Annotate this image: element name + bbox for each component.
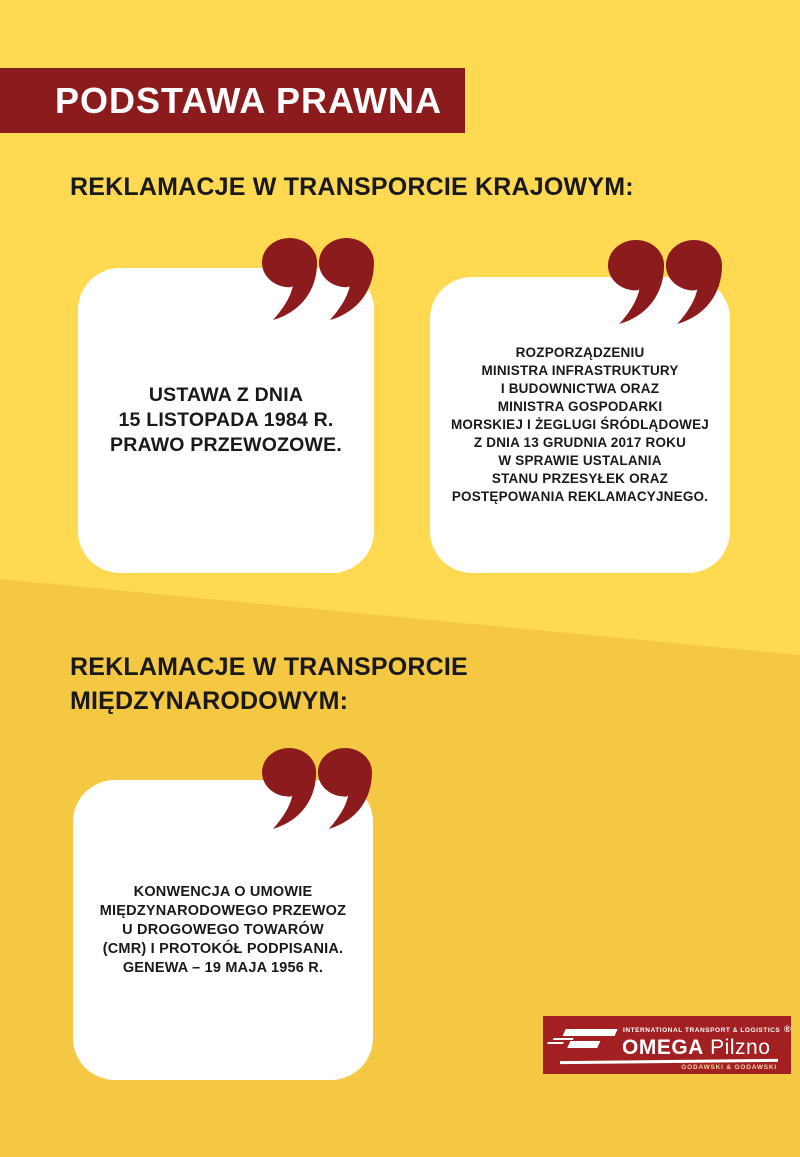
logo-brand-primary: OMEGA [622,1036,704,1059]
logo-tagline-top: INTERNATIONAL TRANSPORT & LOGISTICS [623,1027,781,1034]
logo-brand-secondary: Pilzno [703,1036,771,1059]
title-banner [0,68,465,133]
logo-stripe [563,1029,618,1036]
card-text-international-convention: KONWENCJA O UMOWIE MIĘDZYNARODOWEGO PRZEWOZ U DROGOWEGO TOWARÓW (CMR) I PROTOKÓŁ PODPISANIA. GENEWA – 19 MAJA 1956 R. [99,883,347,976]
logo-stripe [547,1042,564,1044]
logo-brand [622,1036,787,1060]
logo-tagline-bottom: GODAWSKI & GODAWSKI [681,1063,777,1071]
omega-pilzno-logo [543,1016,791,1074]
omega-e-icon [550,1029,623,1059]
section-heading-international-line1: REKLAMACJE W TRANSPORCIE [70,653,468,681]
quotation-marks-icon [608,240,722,324]
section-heading-international-line2: MIĘDZYNARODOWYM: [70,687,349,715]
quotation-marks-icon [262,748,372,829]
quotation-marks-icon [262,238,374,320]
section-heading-domestic: REKLAMACJE W TRANSPORCIE KRAJOWYM: [70,173,634,201]
registered-trademark-icon: ® [784,1024,791,1034]
logo-stripe [553,1038,574,1040]
section-heading-international [70,650,590,718]
logo-stripe [567,1041,600,1048]
card-text-domestic-regulation: ROZPORZĄDZENIU MINISTRA INFRASTRUKTURY I BUDOWNICTWA ORAZ MINISTRA GOSPODARKI MORSKIEJ I ŻEGLUGI ŚRÓDLĄDOWEJ Z DNIA 13 GRUDNIA 2017 ROKU W SPRAWIE USTALANIA STANU PRZESYŁEK ORAZ POSTĘPOWANIA REKLAMACYJNEGO. [450,345,710,504]
card-text-domestic-act: USTAWA Z DNIA 15 LISTOPADA 1984 R. PRAWO PRZEWOZOWE. [110,384,342,456]
page-title: PODSTAWA PRAWNA [55,79,443,121]
